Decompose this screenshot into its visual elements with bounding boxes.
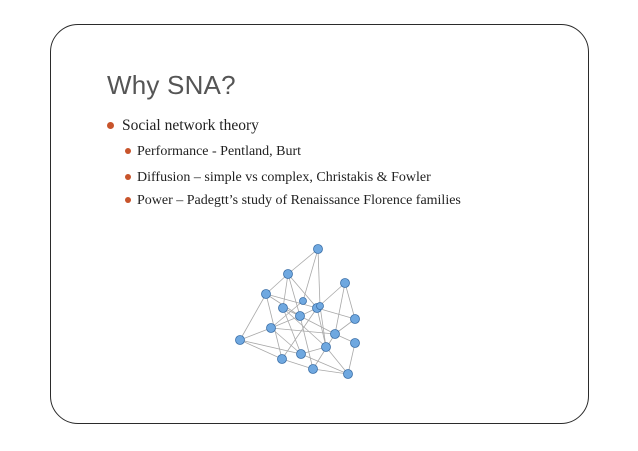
network-node <box>351 339 360 348</box>
network-node <box>344 370 353 379</box>
network-graph-image <box>225 236 370 386</box>
network-node <box>279 304 288 313</box>
sub-bullet-text: Performance - Pentland, Burt <box>137 144 302 159</box>
network-node <box>331 330 340 339</box>
network-node <box>284 270 293 279</box>
network-node <box>236 336 245 345</box>
bullet-dot-icon <box>125 174 131 180</box>
sub-bullet <box>125 193 461 209</box>
sub-bullet <box>125 144 301 160</box>
network-node <box>267 324 276 333</box>
bullet-dot-icon <box>107 122 114 129</box>
bullet-level1 <box>107 117 259 135</box>
network-node <box>300 298 307 305</box>
bullet-dot-icon <box>125 148 131 154</box>
network-node <box>314 245 323 254</box>
network-nodes <box>236 245 360 379</box>
bullet-dot-icon <box>125 197 131 203</box>
network-node <box>297 350 306 359</box>
sub-bullet-text: Power – Padegtt’s study of Renaissance Florence families <box>137 193 461 208</box>
network-node <box>262 290 271 299</box>
bullet-text: Social network theory <box>122 117 259 134</box>
slide-title: Why SNA? <box>107 70 236 100</box>
network-node <box>317 303 324 310</box>
network-node <box>278 355 287 364</box>
network-node <box>322 343 331 352</box>
network-node <box>341 279 350 288</box>
network-node <box>296 312 305 321</box>
network-node <box>351 315 360 324</box>
sub-bullet <box>125 170 431 186</box>
sub-bullet-text: Diffusion – simple vs complex, Christakis & Fowler <box>137 170 431 185</box>
network-node <box>309 365 318 374</box>
